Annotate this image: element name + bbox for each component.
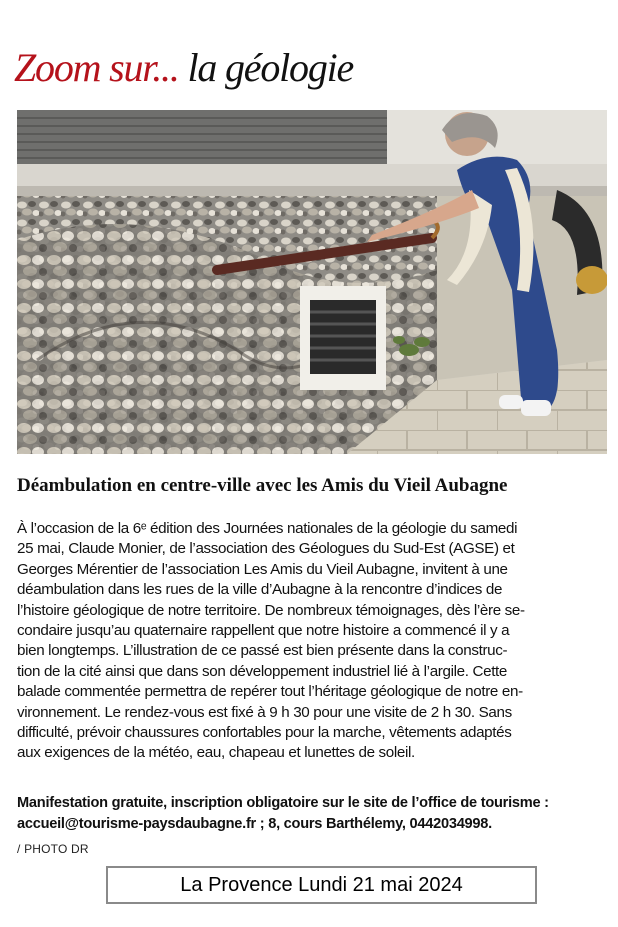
- info-line: accueil@tourisme-paysdaubagne.fr ; 8, cours Barthélemy, 0442034998.: [17, 816, 492, 832]
- article-body: [17, 519, 607, 764]
- page-headline: [14, 45, 354, 90]
- body-line: l’histoire géologique de notre territoire. De nombreux témoignages, dès l’ère se-: [17, 601, 525, 619]
- body-line: balade commentée permettra de repérer tout l’héritage géologique de notre en-: [17, 683, 523, 701]
- body-line: condaire jusqu’au quaternaire rappellent que notre histoire a commencé il y a: [17, 622, 510, 640]
- event-info: [17, 793, 607, 835]
- article-title: Déambulation en centre-ville avec les Amis du Vieil Aubagne: [17, 475, 508, 496]
- body-line: À l’occasion de la 6ᵉ édition des Journées nationales de la géologie du samedi: [17, 520, 518, 537]
- body-line: 25 mai, Claude Monier, de l’association des Géologues du Sud-Est (AGSE) et: [17, 540, 515, 558]
- source-caption: La Provence Lundi 21 mai 2024: [106, 866, 537, 904]
- body-line: bien longtemps. L’illustration de ce passé est bien présente dans la construc-: [17, 642, 508, 660]
- body-line: déambulation dans les rues de la ville d’Aubagne à la rencontre d’indices de: [17, 581, 503, 599]
- photo-illustration: [17, 110, 607, 454]
- body-line: tion de la cité ainsi que dans son développement industriel lié à l’argile. Cette: [17, 662, 508, 680]
- body-line: Georges Mérentier de l’association Les Amis du Vieil Aubagne, invitent à une: [17, 560, 508, 578]
- info-line: Manifestation gratuite, inscription obligatoire sur le site de l’office de tourisme :: [17, 795, 549, 811]
- body-line: aux exigences de la météo, eau, chapeau et lunettes de soleil.: [17, 744, 415, 762]
- headline-topic: la géologie: [187, 45, 354, 90]
- body-line: difficulté, prévoir chaussures confortables pour la marche, vêtements adaptés: [17, 724, 512, 742]
- photo-credit: / PHOTO DR: [17, 842, 89, 856]
- article-photo: [17, 110, 607, 454]
- headline-kicker: Zoom sur...: [14, 45, 179, 90]
- body-line: vironnement. Le rendez-vous est fixé à 9 h 30 pour une visite de 2 h 30. Sans: [17, 703, 512, 721]
